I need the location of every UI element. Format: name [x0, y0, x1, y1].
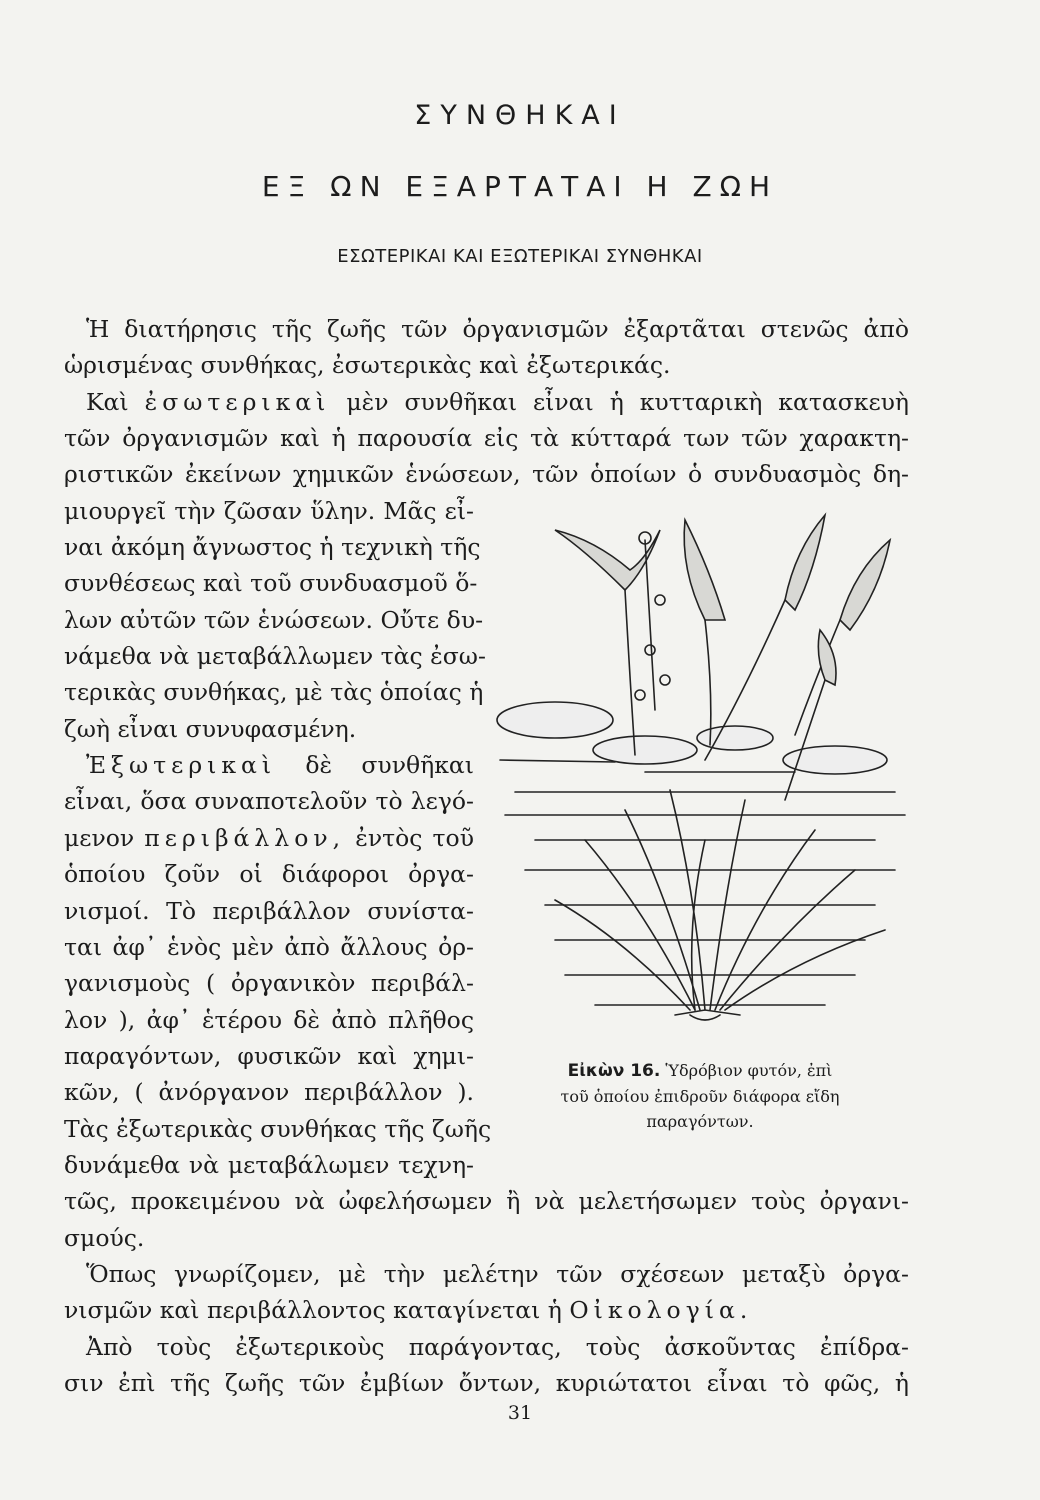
text-line: τῶν ὀργανισμῶν καὶ ἡ παρουσία εἰς τὰ κύτταρά των τῶν χαρακτη- — [64, 424, 909, 452]
caption-text: Ὑδρόβιον φυτόν, ἐπὶ — [665, 1061, 833, 1080]
text-line: ζωὴ εἶναι συνυφασμένη. — [64, 715, 357, 743]
text-line: γανισμοὺς ( ὀργανικὸν περιβάλ- — [64, 969, 474, 997]
text-line: δυνάμεθα νὰ μεταβάλωμεν τεχνη- — [64, 1151, 474, 1179]
caption-line: τοῦ ὁποίου ἐπιδροῦν διάφορα εἴδη — [560, 1087, 840, 1106]
text-span: σιν ἐπὶ τῆς ζωῆς τῶν ἐμβίων ὄντων, κυριώτατοι εἶναι τὸ φῶς, ἡ — [64, 1369, 909, 1397]
text-line — [86, 751, 474, 779]
text-line: Τὰς ἐξωτερικὰς συνθήκας τῆς ζωῆς — [64, 1115, 492, 1143]
text-line: μιουργεῖ τὴν ζῶσαν ὕλην. Μᾶς εἶ- — [64, 497, 474, 525]
text-line: τερικὰς συνθήκας, μὲ τὰς ὁποίας ἡ — [64, 678, 484, 706]
chapter-subtitle: ΕΞ ΩΝ ΕΞΑΡΤΑΤΑΙ Η ΖΩΗ — [261, 170, 779, 203]
text-span: Καὶ — [86, 388, 129, 416]
text-span: Ἀπὸ τοὺς ἐξωτερικοὺς παράγοντας, τοὺς ἀσκοῦντας ἐπίδρα- — [86, 1333, 909, 1361]
text-span: μενον — [64, 824, 135, 852]
caption-line — [500, 1058, 900, 1084]
text-line: νισμοί. Τὸ περιβάλλον συνίστα- — [64, 897, 474, 925]
text-line — [64, 824, 474, 852]
text-line: σμούς. — [64, 1224, 145, 1252]
aquatic-plant-illustration-icon — [495, 510, 915, 1050]
text-line: παραγόντων, φυσικῶν καὶ χημι- — [64, 1042, 474, 1070]
text-line — [86, 1333, 909, 1361]
spaced-term: Ἐξωτερικαὶ — [86, 751, 277, 779]
page-number: 31 — [507, 1402, 533, 1424]
text-line: ναι ἀκόμη ἄγνωστος ἡ τεχνικὴ τῆς — [64, 533, 481, 561]
text-line: ὡρισμένας συνθήκας, ἐσωτερικὰς καὶ ἐξωτερικάς. — [64, 351, 671, 379]
text-span: μὲν συνθῆκαι εἶναι ἡ κυτταρικὴ κατασκευὴ — [346, 388, 909, 416]
text-line: ριστικῶν ἐκείνων χημικῶν ἑνώσεων, τῶν ὁποίων ὁ συνδυασμὸς δη- — [64, 460, 909, 488]
text-line: ὁποίου ζοῦν οἱ διάφοροι ὀργα- — [64, 860, 474, 888]
section-heading: ΕΣΩΤΕΡΙΚΑΙ ΚΑΙ ΕΞΩΤΕΡΙΚΑΙ ΣΥΝΘΗΚΑΙ — [337, 246, 703, 267]
spaced-term: Οἰκολογία. — [569, 1296, 753, 1324]
figure-caption — [500, 1058, 900, 1134]
text-line: συνθέσεως καὶ τοῦ συνδυασμοῦ ὅ- — [64, 569, 478, 597]
text-line — [86, 388, 909, 416]
text-line — [64, 1296, 753, 1324]
text-line — [64, 1369, 909, 1397]
text-line: Ὅπως γνωρίζομεν, μὲ τὴν μελέτην τῶν σχέσεων μεταξὺ ὀργα- — [86, 1260, 909, 1288]
caption-line: παραγόντων. — [646, 1112, 754, 1131]
text-line: τῶς, προκειμένου νὰ ὠφελήσωμεν ἢ νὰ μελετήσωμεν τοὺς ὀργανι- — [64, 1187, 909, 1215]
text-line: κῶν, ( ἀνόργανον περιβάλλον ). — [64, 1078, 474, 1106]
text-line: Ἡ διατήρησις τῆς ζωῆς τῶν ὀργανισμῶν ἐξαρτᾶται στενῶς ἀπὸ — [86, 315, 909, 343]
text-span: νισμῶν καὶ περιβάλλοντος καταγίνεται ἡ — [64, 1296, 570, 1324]
text-line: λων αὐτῶν τῶν ἑνώσεων. Οὔτε δυ- — [64, 606, 484, 634]
text-line: εἶναι, ὅσα συναποτελοῦν τὸ λεγό- — [64, 787, 474, 815]
chapter-title: ΣΥΝΘΗΚΑΙ — [414, 100, 626, 131]
spaced-term: ἐσωτερικαὶ — [144, 388, 331, 416]
spaced-term: περιβάλλον, — [144, 824, 346, 852]
text-line: λον ), ἀφ᾽ ἑτέρου δὲ ἀπὸ πλῆθος — [64, 1006, 474, 1034]
figure-label: Εἰκὼν 16. — [567, 1061, 661, 1081]
text-line: νάμεθα νὰ μεταβάλλωμεν τὰς ἐσω- — [64, 642, 486, 670]
text-span: ἐντὸς τοῦ — [355, 824, 474, 852]
text-line: ται ἀφ᾽ ἑνὸς μὲν ἀπὸ ἄλλους ὀρ- — [64, 933, 474, 961]
text-span: δὲ συνθῆκαι — [305, 751, 474, 779]
